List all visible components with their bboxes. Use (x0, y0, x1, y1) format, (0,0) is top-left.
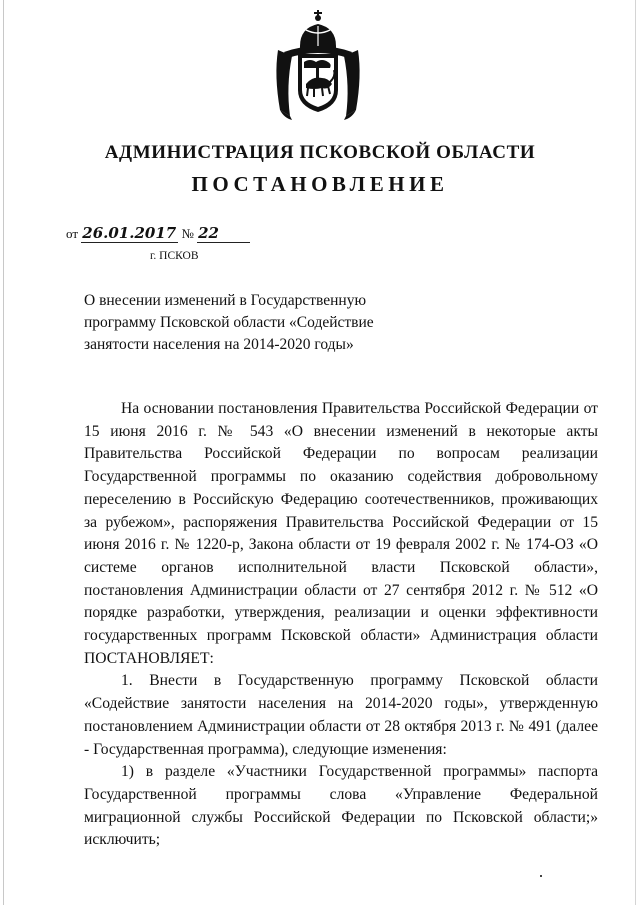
document-type-title: ПОСТАНОВЛЕНИЕ (191, 172, 449, 196)
date-number-line (66, 224, 250, 243)
handwritten-number: 22 (197, 224, 250, 243)
handwritten-date: 26.01.2017 (82, 224, 177, 242)
body-paragraph-preamble: На основании постановления Правительства Российской Федерации от 15 июня 2016 г. № 543 «О внесении изменений в некоторые акты Правительства Российской Федерации по вопросам реализации Государственной программы по оказанию содействия добровольному переселению в Российскую Федерацию соотечественников, проживающих за рубежом», распоряжения Правительства Российской Федерации от 15 июня 2016 г. № 1220-р, Закона области от 19 февраля 2002 г. № 174-ОЗ «О системе органов исполнительной власти Псковской области», постановления Администрации области от 27 сентября 2012 г. № 512 «О порядке разработки, утверждения, реализации и оценки эффективности государственных программ Псковской области» Администрация области ПОСТАНОВЛЯЕТ: (84, 400, 598, 667)
city-label: г. ПСКОВ (150, 250, 199, 262)
subject-line: О внесении изменений в Государственную (84, 292, 367, 309)
number-prefix: № (181, 226, 194, 241)
subject-line: программу Псковской области «Содействие (84, 314, 374, 331)
document-subject (84, 290, 444, 356)
date-prefix: от (66, 226, 79, 241)
document-body (84, 398, 598, 852)
scan-speck (540, 875, 542, 877)
subject-line: занятости населения на 2014-2020 годы» (84, 336, 354, 353)
scan-edge-left (3, 0, 4, 905)
scan-edge-right (635, 0, 636, 905)
body-paragraph-subitem-1: 1) в разделе «Участники Государственной программы» паспорта Государственной программы слова «Управление Федеральной миграционной службы Российской Федерации по Псковской области;» исключить; (84, 763, 598, 849)
body-paragraph-item-1: 1. Внести в Государственную программу Псковской области «Содействие занятости населения на 2014-2020 годы», утвержденную постановлением Администрации области от 28 октября 2013 г. № 491 (далее - Государственная программа), следующие изменения: (84, 672, 598, 758)
organization-title: АДМИНИСТРАЦИЯ ПСКОВСКОЙ ОБЛАСТИ (104, 142, 536, 163)
coat-of-arms-emblem (270, 6, 366, 124)
